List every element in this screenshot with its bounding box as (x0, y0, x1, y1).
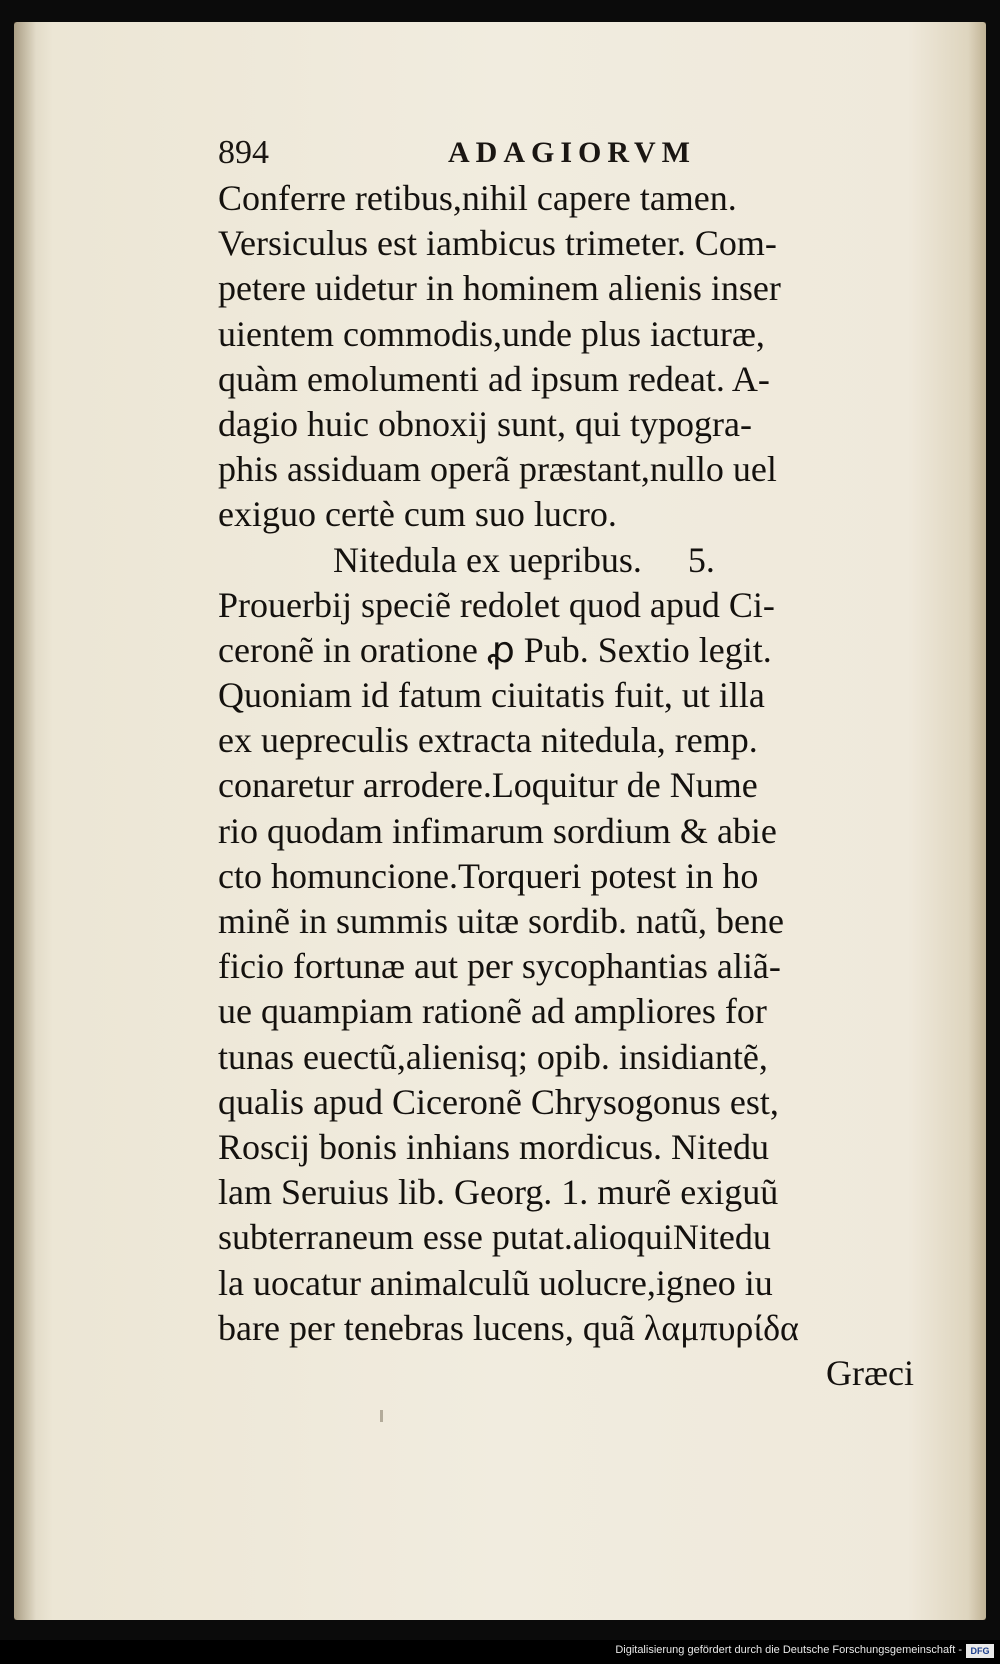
text-line: Roscij bonis inhians mordicus. Nitedu (218, 1126, 769, 1167)
gutter-shadow (14, 22, 36, 1620)
adage-title: Nitedula ex uepribus. (333, 539, 642, 580)
text-line: subterraneum esse putat.alioquiNitedu (218, 1217, 771, 1258)
page-number: 894 (218, 134, 269, 171)
text-line: uientem commodis,unde plus iacturæ, (218, 313, 765, 354)
text-line: Prouerbij speciẽ redolet quod apud Ci- (218, 584, 775, 625)
funding-credit: Digitalisierung gefördert durch die Deutsche Forschungsgemeinschaft - (615, 1644, 962, 1656)
text-line: Conferre retibus,nihil capere tamen. (218, 178, 737, 218)
text-line: bare per tenebras lucens, quã λαμπυρίδα (218, 1307, 799, 1348)
text-line: ficio fortunæ aut per sycophantias aliã- (218, 946, 781, 987)
text-line: la uocatur animalculũ uolucre,igneo iu (218, 1262, 773, 1303)
text-line: Quoniam id fatum ciuitatis fuit, ut illa (218, 675, 765, 716)
text-line: Versiculus est iambicus trimeter. Com- (218, 223, 777, 264)
main-text (218, 176, 918, 1396)
text-line: minẽ in summis uitæ sordib. natũ, bene (218, 901, 784, 941)
text-line: ceronẽ in oratione ꝓ Pub. Sextio legit. (218, 629, 772, 670)
text-line: ue quampiam rationẽ ad ampliores for (218, 991, 767, 1032)
text-line: lam Seruius lib. Georg. 1. murẽ exiguũ (218, 1172, 779, 1213)
page-edge (968, 22, 986, 1620)
text-line: tunas euectũ,alienisq; opib. insidiantẽ, (218, 1036, 768, 1077)
text-line: quàm emolumenti ad ipsum redeat. A- (218, 358, 770, 399)
text-line: conaretur arrodere.Loquitur de Nume (218, 765, 758, 806)
text-line: petere uidetur in hominem alienis inser (218, 268, 781, 309)
adage-number: 5. (687, 539, 715, 580)
catchword: Græci (826, 1352, 914, 1393)
ink-mark (380, 1410, 383, 1422)
text-line: phis assiduam operã præstant,nullo uel (218, 449, 777, 490)
running-head (218, 128, 918, 178)
running-title: ADAGIORVM (448, 136, 696, 169)
text-line: qualis apud Ciceronẽ Chrysogonus est, (218, 1081, 779, 1122)
text-line: exiguo certè cum suo lucro. (218, 494, 617, 535)
digitization-footer (0, 1640, 1000, 1664)
text-line: cto homuncione.Torqueri potest in ho (218, 855, 759, 896)
dfg-logo: DFG (966, 1644, 994, 1658)
text-line: dagio huic obnoxij sunt, qui typogra- (218, 403, 752, 444)
text-line: rio quodam infimarum sordium & abie (218, 810, 777, 851)
adage-heading (218, 538, 918, 583)
text-line: ex uepreculis extracta nitedula, remp. (218, 720, 758, 761)
